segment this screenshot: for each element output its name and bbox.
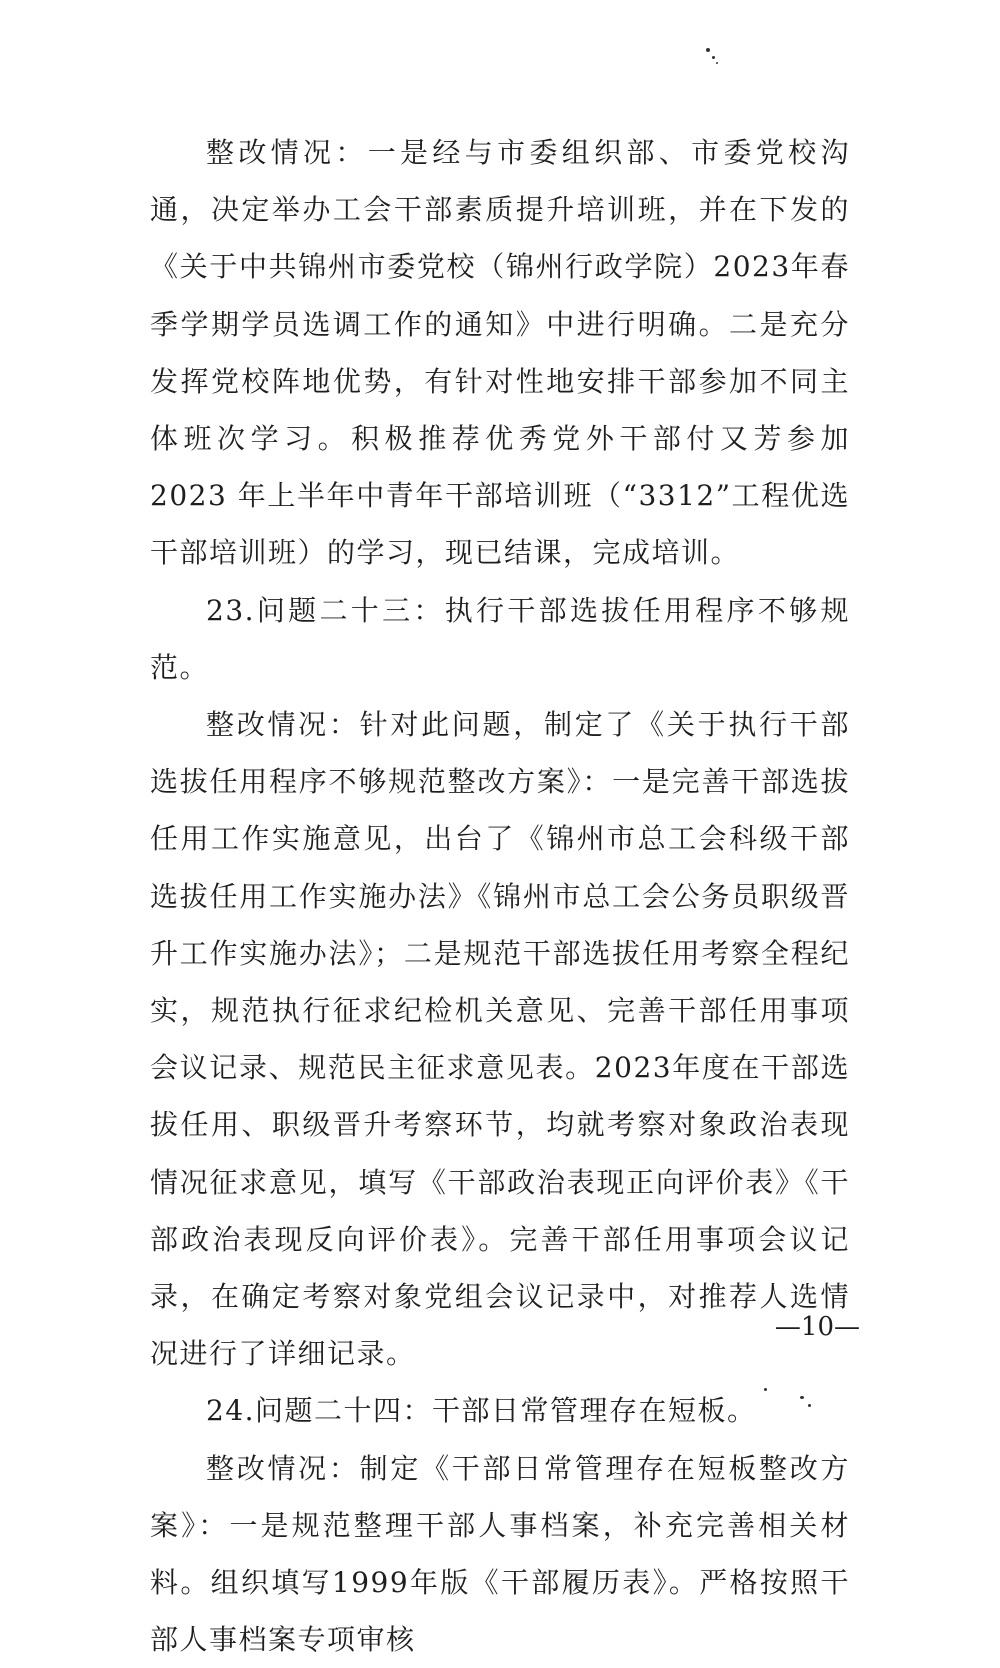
scan-speck (764, 1388, 767, 1391)
paragraph-issue-23: 23.问题二十三：执行干部选拔任用程序不够规范。 (150, 593, 850, 684)
paragraph-rectification-23: 整改情况：针对此问题，制定了《关于执行干部选拔任用程序不够规范整改方案》：一是完善干部选拔任用工作实施意见，出台了《锦州市总工会科级干部选拔任用工作实施办法》《锦州市总工会公务员职级晋升工作实施办法》；二是规范干部选拔任用考察全程纪实，规范执行征求纪检机关意见、完善干部任用事项会议记录、规范民主征求意见表。2023年度在干部选拔任用、职级晋升考察环节，均就考察对象政治表现情况征求意见，填写《干部政治表现正向评价表》《干部政治表现反向评价表》。完善干部任用事项会议记录，在确定考察对象党组会议记录中，对推荐人选情况进行了详细记录。 (150, 708, 850, 1371)
body-text (150, 124, 850, 1668)
scan-speck (800, 1396, 804, 1399)
paragraph-rectification-22: 整改情况：一是经与市委组织部、市委党校沟通，决定举办工会干部素质提升培训班，并在下发的《关于中共锦州市委党校（锦州行政学院）2023年春季学期学员选调工作的通知》中进行明确。二是充分发挥党校阵地优势，有针对性地安排干部参加不同主体班次学习。积极推荐优秀党外干部付又芳参加 2023 年上半年中青年干部培训班（“3312”工程优选干部培训班）的学习，现已结课，完成培训。 (150, 136, 850, 570)
scan-speck (808, 1404, 811, 1407)
scan-speck (716, 62, 718, 64)
scan-speck (712, 56, 715, 59)
paragraph-issue-24: 24.问题二十四：干部日常管理存在短板。 (206, 1394, 757, 1428)
page-number: —10— (774, 1312, 860, 1342)
scan-speck (706, 48, 710, 52)
paragraph-rectification-24: 整改情况：制定《干部日常管理存在短板整改方案》：一是规范整理干部人事档案，补充完善相关材料。组织填写1999年版《干部履历表》。严格按照干部人事档案专项审核 (150, 1451, 850, 1657)
